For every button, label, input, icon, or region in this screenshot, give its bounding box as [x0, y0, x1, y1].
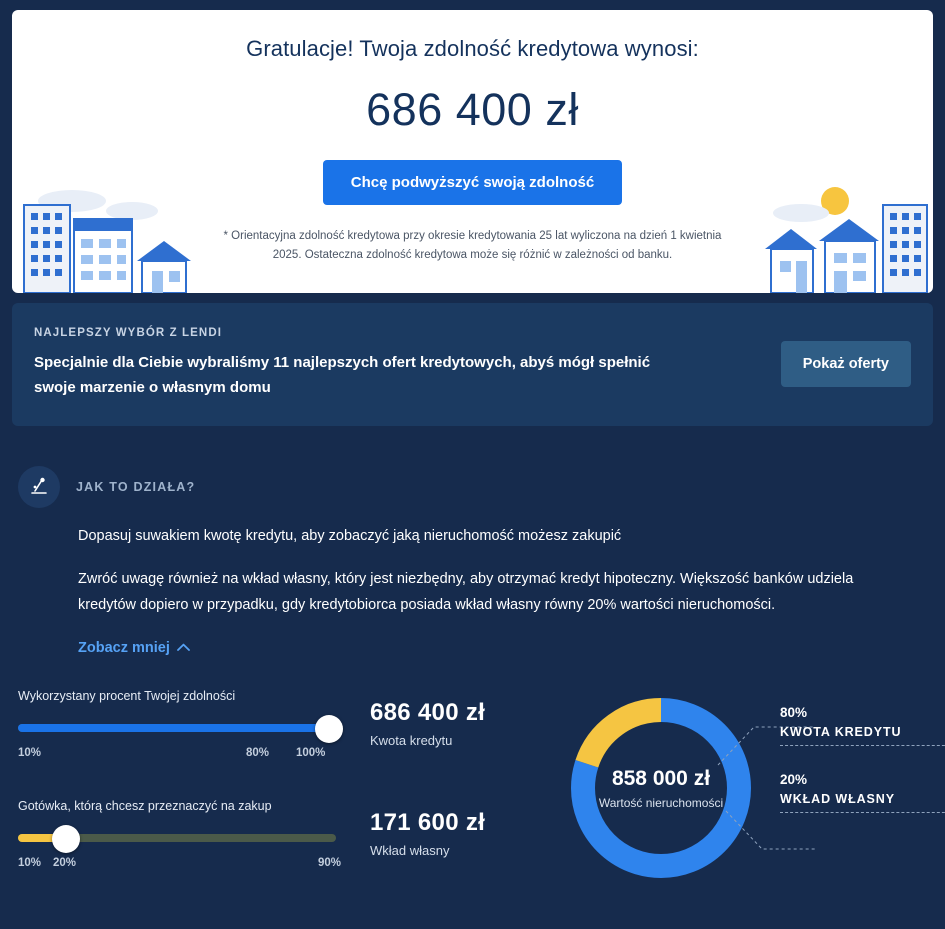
downpayment-slider-block [18, 797, 348, 873]
credit-slider-thumb[interactable] [315, 715, 343, 743]
how-it-works-paragraph-1: Dopasuj suwakiem kwotę kredytu, aby zobaczyć jaką nieruchomość możesz zakupić [78, 528, 622, 544]
credit-amount-value: 686 400 zł [370, 699, 486, 727]
downpayment-tick-max: 90% [318, 857, 342, 870]
how-it-works-header [18, 466, 933, 508]
downpayment-value-block [370, 797, 485, 858]
chevron-up-icon [177, 640, 190, 656]
downpayment-amount-value: 171 600 zł [370, 809, 486, 837]
legend-item-downpayment [780, 772, 945, 813]
legend-downpayment-label: WKŁAD WŁASNY [780, 792, 945, 813]
page-title: Gratulacje! Twoja zdolność kredytowa wynosi: [246, 36, 699, 61]
how-it-works-section [12, 466, 933, 657]
credit-slider[interactable] [18, 717, 348, 739]
legend-credit-percent: 80% [780, 705, 808, 721]
see-less-label: Zobacz mniej [78, 640, 170, 657]
banner-headline: Specjalnie dla Ciebie wybraliśmy 11 najlepszych ofert kredytowych, abyś mógł spełnić swoje marzenie o własnym domu [34, 353, 651, 396]
downpayment-slider[interactable] [18, 827, 348, 849]
banner-text-block [34, 327, 781, 401]
info-badge-icon [18, 466, 60, 508]
credit-slider-fill [18, 724, 336, 732]
how-it-works-paragraph-2: Zwróć uwagę również na wkład własny, który jest niezbędny, aby otrzymać kredyt hipoteczny. Większość banków udziela kredytów dopiero w przypadku, gdy kredytobiorca posiada wkład własny równy 20% wartości nieruchomości. [78, 571, 854, 613]
increase-capacity-button[interactable]: Chcę podwyższyć swoją zdolność [323, 160, 622, 205]
banner-kicker: NAJLEPSZY WYBÓR Z LENDI [34, 326, 223, 339]
hero-disclaimer: * Orientacyjna zdolność kredytowa przy okresie kredytowania 25 lat wyliczona na dzień 1 kwietnia 2025. Ostateczna zdolność kredytowa może się różnić w zależności od banku. [223, 230, 722, 261]
how-it-works-body [78, 524, 933, 657]
best-offer-banner [12, 303, 933, 426]
legend-item-credit [780, 705, 945, 746]
credit-capacity-amount: 686 400 zł [366, 84, 579, 135]
credit-slider-label: Wykorzystany procent Twojej zdolności [18, 689, 236, 704]
hero-card [12, 10, 933, 293]
property-value-chart [548, 687, 933, 883]
donut-chart-svg [566, 693, 756, 883]
credit-tick-mid: 80% [246, 747, 270, 760]
credit-slider-block [18, 687, 348, 763]
calculator-section [12, 687, 933, 883]
legend-downpayment-percent: 20% [780, 772, 808, 788]
credit-tick-min: 10% [18, 747, 42, 760]
see-less-toggle[interactable] [78, 640, 190, 656]
sliders-column [18, 687, 548, 883]
slider-row-downpayment [18, 797, 548, 873]
legend-credit-label: KWOTA KREDYTU [780, 725, 945, 746]
downpayment-amount-caption: Wkład własny [370, 843, 450, 859]
how-it-works-title: JAK TO DZIAŁA? [76, 480, 196, 494]
donut-chart [566, 693, 756, 883]
credit-tick-max: 100% [296, 747, 326, 760]
credit-amount-caption: Kwota kredytu [370, 733, 453, 749]
credit-value-block [370, 687, 485, 748]
credit-slider-ticks [18, 747, 363, 763]
chart-legend [780, 705, 945, 839]
downpayment-tick-current: 20% [53, 857, 77, 870]
property-value-amount: 858 000 zł [611, 766, 711, 790]
downpayment-tick-min: 10% [18, 857, 42, 870]
slider-row-credit [18, 687, 548, 763]
downpayment-slider-label: Gotówka, którą chcesz przeznaczyć na zakup [18, 799, 272, 814]
downpayment-slider-thumb[interactable] [52, 825, 80, 853]
downpayment-slider-ticks [18, 857, 363, 873]
show-offers-button[interactable]: Pokaż oferty [781, 341, 911, 387]
property-value-caption: Wartość nieruchomości [598, 795, 724, 810]
